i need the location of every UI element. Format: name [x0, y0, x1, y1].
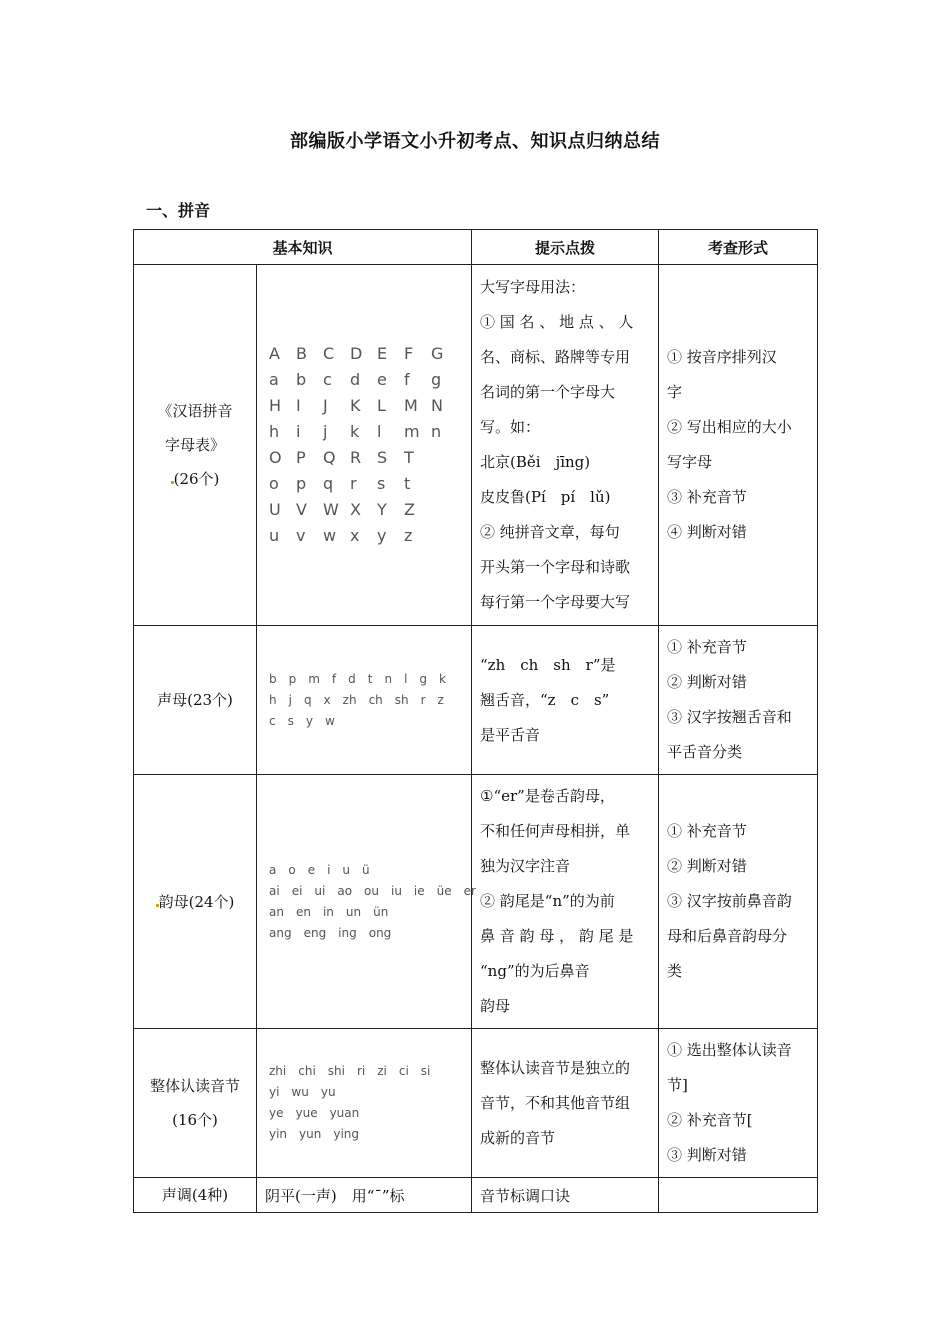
alphabet-letter: S — [377, 448, 388, 467]
table-row — [134, 626, 818, 775]
alphabet-letter: o — [269, 474, 279, 493]
row-title-whole-syllables — [134, 1029, 257, 1178]
alphabet-letter: m — [404, 422, 420, 441]
alphabet-letter: p — [296, 474, 307, 493]
alphabet-letter: L — [377, 396, 386, 415]
tip-line: 写。如： — [480, 418, 541, 436]
tip-line: 大写字母用法： — [480, 278, 586, 296]
whole-syllables-chart — [257, 1029, 472, 1178]
exams-finals — [659, 775, 818, 1029]
alphabet-row — [269, 523, 471, 549]
alphabet-letter: M — [404, 396, 418, 415]
exam-line: ① 选出整体认读音 — [667, 1041, 792, 1059]
tips-initials — [472, 626, 659, 775]
alphabet-letter: u — [269, 526, 280, 545]
tip-line: ② 韵尾是“n”的为前 — [480, 892, 615, 910]
alphabet-letter: x — [350, 526, 360, 545]
alphabet-letter: O — [269, 448, 282, 467]
exam-line: ③ 补充音节 — [667, 488, 747, 506]
row-title-tones: 声调(4种) — [134, 1178, 257, 1213]
tip-line: 每行第一个字母要大写 — [480, 593, 631, 611]
row-title-finals: 韵母(24个) — [134, 775, 257, 1029]
row-title-line: (26个) — [134, 462, 256, 496]
exam-line: ① 补充音节 — [667, 822, 747, 840]
alphabet-letter: k — [350, 422, 360, 441]
alphabet-letter: z — [404, 526, 413, 545]
row-title-initials: 声母(23个) — [134, 626, 257, 775]
exam-line: ④ 判断对错 — [667, 523, 747, 541]
finals-chart — [257, 775, 476, 1029]
row-title-line: (16个) — [172, 1111, 218, 1129]
tips-alphabet — [472, 265, 659, 626]
exam-line: ③ 汉字按前鼻音韵 — [667, 892, 792, 910]
tones-first: 阴平(一声) 用“ˉ”标 — [257, 1178, 472, 1213]
alphabet-letter: r — [350, 474, 357, 493]
alphabet-letter: e — [377, 370, 387, 389]
exams-alphabet — [659, 265, 818, 626]
exams-tones — [659, 1178, 818, 1213]
tip-line: 韵母 — [480, 997, 511, 1015]
letters-line: a o e i u ü — [269, 862, 370, 877]
row-title-line: 《汉语拼音 — [157, 402, 233, 420]
exam-line: 字 — [667, 383, 683, 401]
alphabet-row — [269, 367, 471, 393]
alphabet-letter: U — [269, 500, 281, 519]
row-title-alphabet — [134, 265, 257, 626]
tip-line: 名、商标、路牌等专用 — [480, 348, 631, 366]
tip-line: 皮皮鲁(Pí pí lǔ) — [480, 488, 611, 506]
alphabet-letter: i — [296, 422, 301, 441]
tip-line: 整体认读音节是独立的 — [480, 1058, 631, 1077]
letters-line: an en in un ün — [269, 904, 389, 919]
tip-line: “ng”的为后鼻音 — [480, 962, 590, 980]
alphabet-letter: N — [431, 396, 443, 415]
row-title-line: 整体认读音节 — [149, 1077, 240, 1095]
alphabet-letter — [431, 471, 458, 497]
tip-line: 独为汉字注音 — [480, 857, 571, 875]
alphabet-letter: P — [296, 448, 306, 467]
exam-line: 写字母 — [667, 453, 713, 471]
exam-line: ① 补充音节 — [667, 638, 747, 656]
page-title: 部编版小学语文小升初考点、知识点归纳总结 — [290, 131, 660, 152]
alphabet-letter: X — [350, 500, 361, 519]
alphabet-letter: y — [377, 526, 387, 545]
header-exam-forms: 考查形式 — [659, 230, 818, 265]
alphabet-grid — [269, 341, 471, 549]
alphabet-letter: a — [269, 370, 279, 389]
tip-line: ① 国 名 、 地 点 、 人 — [480, 313, 634, 331]
alphabet-letter: W — [323, 500, 339, 519]
row-title-line: 字母表》 — [164, 436, 225, 454]
alphabet-row — [269, 497, 471, 523]
alphabet-letter: s — [377, 474, 386, 493]
alphabet-letter: w — [323, 526, 337, 545]
tip-line: ② 纯拼音文章，每句 — [480, 523, 620, 541]
letters-line: ye yue yuan — [269, 1106, 360, 1120]
tip-line: 音节，不和其他音节组 — [480, 1093, 631, 1112]
exam-line: ② 判断对错 — [667, 857, 747, 875]
letters-line: yi wu yu — [269, 1085, 336, 1099]
alphabet-letter: A — [269, 344, 280, 363]
tip-line: 名词的第一个字母大 — [480, 383, 616, 401]
exam-line: 节] — [667, 1076, 688, 1094]
exams-whole-syllables — [659, 1029, 818, 1178]
initials-chart — [257, 626, 472, 775]
table-row — [134, 1178, 818, 1213]
letters-line: h j q x zh ch sh r z — [269, 692, 444, 707]
header-tips: 提示点拨 — [472, 230, 659, 265]
tip-line: 不和任何声母相拼，单 — [480, 822, 631, 840]
alphabet-letter: G — [431, 344, 444, 363]
alphabet-letter: c — [323, 370, 332, 389]
exam-line: 类 — [667, 962, 683, 980]
pinyin-table — [133, 229, 818, 1213]
alphabet-row — [269, 471, 471, 497]
tip-line: 鼻 音 韵 母 ， 韵 尾 是 — [480, 927, 634, 945]
exams-initials — [659, 626, 818, 775]
table-row — [134, 775, 818, 1029]
exam-line: ② 补充音节[ — [667, 1111, 753, 1129]
alphabet-letter: C — [323, 344, 335, 363]
alphabet-letter: T — [404, 448, 414, 467]
tip-line: 成新的音节 — [480, 1128, 556, 1147]
alphabet-letter: F — [404, 344, 414, 363]
tip-line: 翘舌音，“z c s” — [480, 690, 610, 709]
alphabet-letter — [431, 497, 458, 523]
letters-line: ang eng ing ong — [269, 925, 392, 940]
letters-line: b p m f d t n l g k — [269, 671, 446, 686]
exam-line: ③ 判断对错 — [667, 1146, 747, 1164]
tip-line: 开头第一个字母和诗歌 — [480, 558, 631, 576]
alphabet-letter: J — [323, 396, 328, 415]
alphabet-letter: v — [296, 526, 306, 545]
alphabet-letter: d — [350, 370, 361, 389]
exam-line: 平舌音分类 — [667, 743, 743, 761]
alphabet-letter: I — [296, 396, 301, 415]
alphabet-letter: H — [269, 396, 282, 415]
alphabet-letter: Q — [323, 448, 336, 467]
letters-line: yin yun ying — [269, 1127, 360, 1141]
alphabet-letter: Y — [377, 500, 387, 519]
section-heading: 一、拼音 — [146, 201, 211, 220]
table-row — [134, 265, 818, 626]
alphabet-chart — [257, 265, 472, 626]
exam-line: ① 按音序排列汉 — [667, 348, 777, 366]
tips-finals — [472, 775, 659, 1029]
alphabet-letter — [431, 523, 458, 549]
table-row — [134, 1029, 818, 1178]
alphabet-row — [269, 419, 471, 445]
tip-line: ①“er”是卷舌韵母， — [480, 787, 615, 805]
alphabet-letter: Z — [404, 500, 415, 519]
table-header-row — [134, 230, 818, 265]
alphabet-letter: q — [323, 474, 334, 493]
alphabet-letter: t — [404, 474, 411, 493]
alphabet-letter: g — [431, 370, 442, 389]
alphabet-letter: V — [296, 500, 307, 519]
alphabet-letter: f — [404, 370, 410, 389]
alphabet-letter: E — [377, 344, 388, 363]
alphabet-letter: b — [296, 370, 307, 389]
tips-whole-syllables — [472, 1029, 659, 1178]
alphabet-letter: j — [323, 422, 328, 441]
letters-line: zhi chi shi ri zi ci si — [269, 1064, 431, 1078]
alphabet-row — [269, 445, 471, 471]
header-basic-knowledge: 基本知识 — [134, 230, 472, 265]
tip-line: 是平舌音 — [480, 725, 541, 744]
letters-line: c s y w — [269, 713, 335, 728]
alphabet-letter: K — [350, 396, 361, 415]
alphabet-row — [269, 341, 471, 367]
tip-line: “zh ch sh r”是 — [480, 655, 616, 674]
alphabet-letter — [431, 445, 458, 471]
alphabet-letter: l — [377, 422, 382, 441]
letters-line: ai ei ui ao ou iu ie üe er — [269, 883, 476, 898]
exam-line: ③ 汉字按翘舌音和 — [667, 708, 792, 726]
alphabet-letter: D — [350, 344, 363, 363]
tips-tones: 音节标调口诀 — [472, 1178, 659, 1213]
alphabet-letter: n — [431, 422, 442, 441]
alphabet-letter: B — [296, 344, 307, 363]
exam-line: ② 判断对错 — [667, 673, 747, 691]
alphabet-letter: R — [350, 448, 362, 467]
alphabet-letter: h — [269, 422, 280, 441]
exam-line: 母和后鼻音韵母分 — [667, 927, 788, 945]
tip-line: 北京(Běi jīng) — [480, 453, 591, 471]
alphabet-row — [269, 393, 471, 419]
exam-line: ② 写出相应的大小 — [667, 418, 792, 436]
